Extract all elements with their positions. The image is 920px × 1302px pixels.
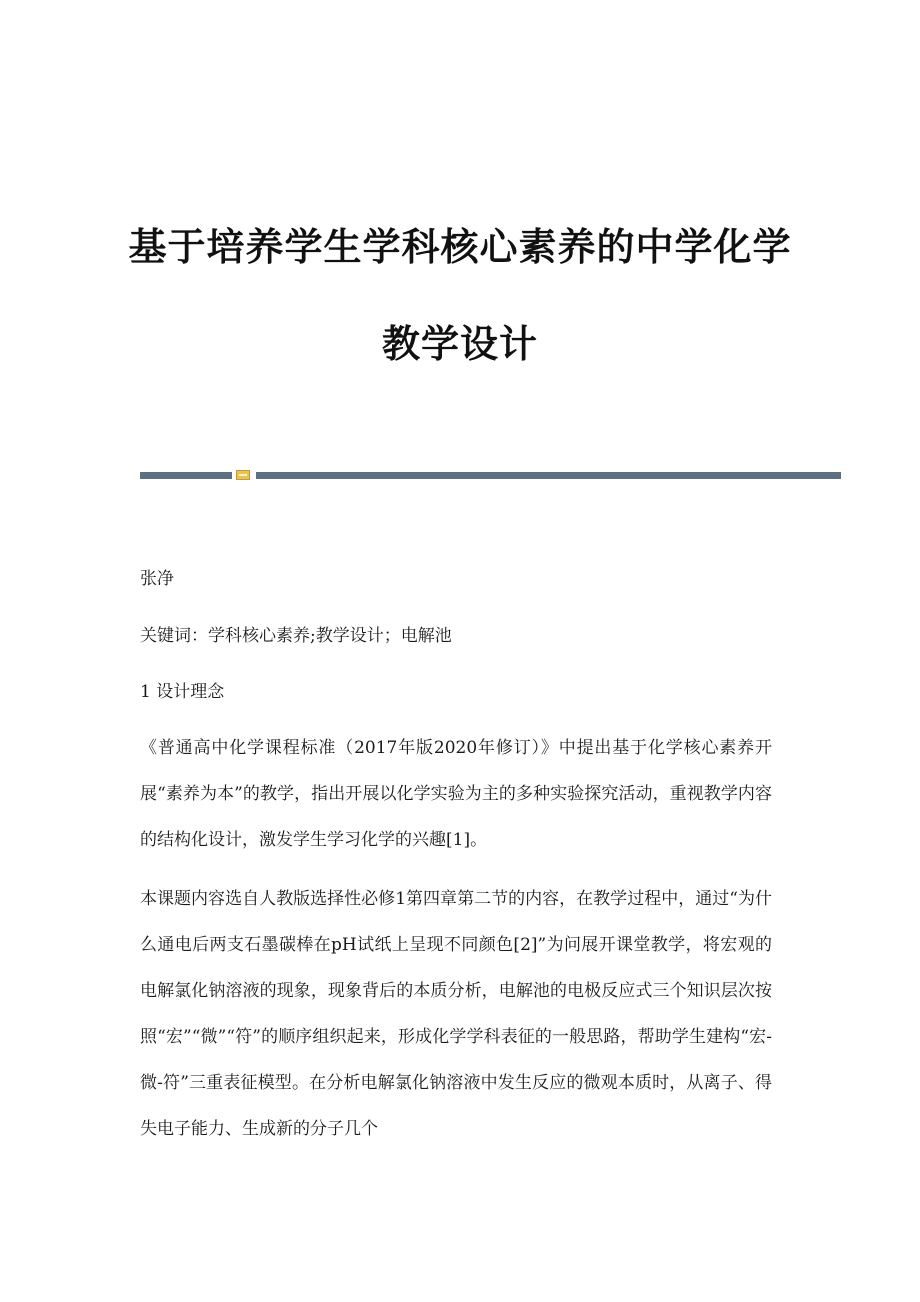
- divider-ornament-icon: [236, 470, 250, 480]
- document-title-line-2: 教学设计: [381, 322, 538, 366]
- keywords-line: 关键词：学科核心素养;教学设计；电解池: [140, 626, 452, 646]
- title-divider: [140, 470, 841, 480]
- author-name: 张净: [140, 569, 174, 589]
- body-paragraph: 本课题内容选自人教版选择性必修1第四章第二节的内容，在教学过程中，通过“为什么通电后两支石墨碳棒在pH试纸上呈现不同颜色[2]”为问展开课堂教学，将宏观的电解氯化钠溶液的现象，现象背后的本质分析，电解池的电极反应式三个知识层次按照“宏”“微”“符”的顺序组织起来，形成化学学科表征的一般思路，帮助学生建构“宏-微-符”三重表征模型。在分析电解氯化钠溶液中发生反应的微观本质时，从离子、得失电子能力、生成新的分子几个: [140, 889, 772, 1139]
- divider-bar-left: [140, 472, 232, 479]
- document-title-line-1: 基于培养学生学科核心素养的中学化学: [128, 225, 792, 269]
- section-heading: 1 设计理念: [140, 682, 225, 702]
- body-paragraph: 《普通高中化学课程标准（2017年版2020年修订）》中提出基于化学核心素养开展“素养为本”的教学，指出开展以化学实验为主的多种实验探究活动，重视教学内容的结构化设计，激发学生学习化学的兴趣[1]。: [140, 738, 772, 850]
- divider-bar-right: [256, 472, 841, 479]
